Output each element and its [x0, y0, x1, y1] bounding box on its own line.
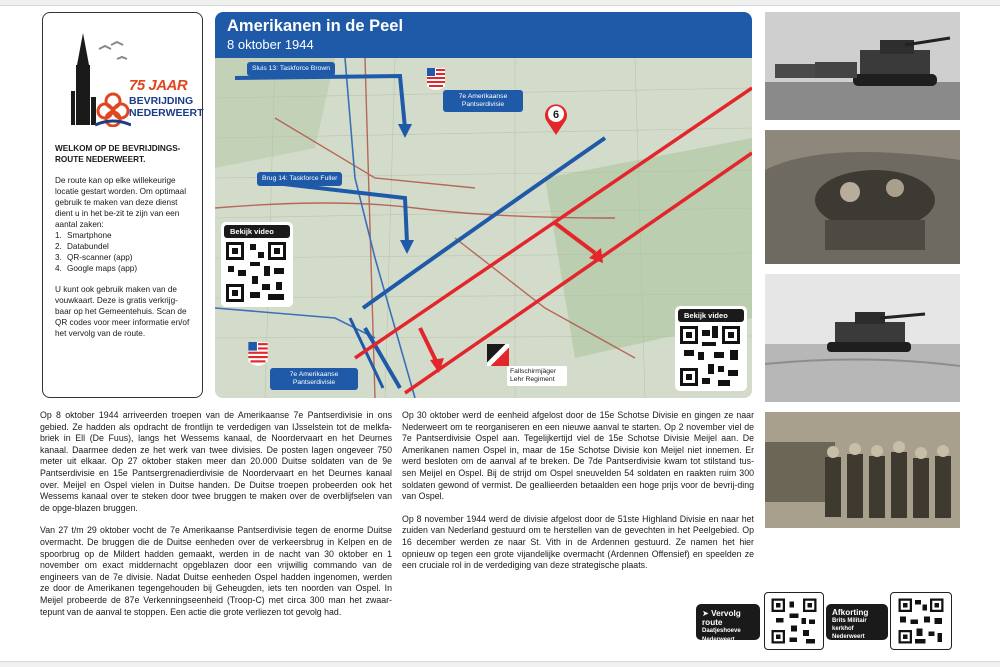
us-flag-icon — [248, 342, 268, 370]
paragraph: Op 8 november 1944 werd de divisie afgelost door de 51ste Highland Divisie en naar het zuiden van Nederland gestuurd om te herstellen van de gevechten in het Peelgebied. Op 16 december werden ze naar St. Vith in de Ardennen gestuurd. Ze namen het hier opnieuw op tegen een grote vijandelijke overmacht (Ardennen Offensief) en speelden ze een cruciale rol in de verdediging van deze strategische plaats. — [402, 513, 754, 571]
map-panel — [215, 12, 752, 398]
paragraph: Op 30 oktober werd de eenheid afgelost door de 15e Schotse Divisie en gingen ze naar Nederweert om te reorganiseren en een nieuwe aanval te starten. Op 2 november viel de 7e Pantserdivisie Ospel aan. Tegelijkertijd viel de 15e Schotse Divisie Meijel aan. De Amerikanen namen Ospel in, maar de 15e Schotse Divisie kon Meijel niet innemen. Er werd besloten om de aanval af te breken. De 7de Pantserdivisie kwam tot stilstand tus-sen Meijel en Ospel. Bij de strijd om Ospel sneuvelden 54 soldaten en raakten ruim 300 soldaten gewond of vermist. De geallieerden betaalden een hoge prijs voor de bevrij-ding van Ospel. — [402, 410, 754, 502]
qr-code-icon[interactable] — [895, 597, 947, 645]
photo-tank-field — [765, 274, 960, 402]
list-item: 4. Google maps (app) — [55, 264, 138, 273]
afkorting-link[interactable] — [826, 604, 888, 640]
video-label: Bekijk video — [224, 225, 290, 238]
paragraph: Van 27 t/m 29 oktober vocht de 7e Amerikaanse Pantserdivisie tegen de enorme Duitse overmacht. De bruggen die de Duitse eenheden over de verkeersbrug in Kelpen en de spoorbrug op de Mildert hadden gemaakt, werden in de nacht van 30 oktober en 1 november om exact middernacht opgeblazen door een vrijwillig commando van de engineers van de 7e divisie. Nadat Duitse eenheden Ospel hadden ingenomen, werden ze door de Amerikanen tegengehouden bij Geheugden, iets ten noorden van Ospel. In Meijel probeerde de 87e Verkenningseenheid (Troop-C) met circa 300 man het zwaar-tepunt van de aanval te stoppen. Een actie die grote verliezen tot gevolg had. — [40, 525, 392, 617]
afkorting-sub2: Nederweert — [832, 634, 865, 640]
afkorting-sub1: Brits Militair kerkhof — [832, 618, 867, 632]
list-item: 3. QR-scanner (app) — [55, 253, 133, 262]
photo-soldiers-foxhole — [765, 130, 960, 264]
tag-brug: Brug 14: Taskforce Fuller — [257, 172, 342, 186]
map-subtitle: 8 oktober 1944 — [227, 37, 314, 52]
photo-group-soldiers — [765, 412, 960, 528]
vervolg-route-link[interactable] — [696, 604, 760, 643]
list-item: 1. Smartphone — [55, 231, 112, 240]
bottom-frame — [0, 661, 1000, 667]
top-frame — [0, 0, 1000, 6]
german-flag-icon — [487, 344, 509, 366]
vervolg-sub1: Daatjeshoeve — [702, 628, 741, 634]
video-qr-box-right[interactable] — [675, 306, 747, 391]
list-item: 2. Databundel — [55, 242, 109, 251]
us-flag-icon — [427, 68, 445, 94]
tag-lehr: Fallschirmjäger Lehr Regiment — [507, 366, 567, 386]
afkorting-label: Afkorting — [832, 608, 869, 617]
map-title: Amerikanen in de Peel — [227, 17, 404, 35]
paragraph: Op 8 oktober 1944 arriveerden troepen van de Amerikaanse 7e Pantserdivisie in ons gebied. Ze hadden als opdracht de frontlijn te verdedigen van IJsselstein tot de melkfa-briek in Ell (De Fuus), langs het Wessems kanaal, de Noordervaart en het Deurnes kanaal. Daarmee deden ze het werk van twee divisies. De posten lagen ongeveer 750 meter uit elkaar. Op 27 oktober staken meer dan 20.000 Duitse soldaten van de 9e Pantserdivisie en 15e Pantsergrenadierdivisie de Noordervaart en het Deurnes kanaal over. Meijel en Ospel vielen in Duitse handen. De Duitse troepen probeerden ook het Wessems kanaal over te steken door twee bruggen te maken over de overblijfselen van de opge-blazen bruggen. — [40, 410, 392, 513]
vervolg-qr-box[interactable] — [764, 592, 824, 650]
qr-code-icon[interactable] — [769, 597, 819, 645]
text-column-2 — [402, 410, 754, 572]
vervolg-label: Vervolg route — [702, 609, 741, 627]
info-card — [42, 12, 203, 398]
logo-line-3: NEDERWEERT — [129, 107, 204, 119]
navigation-arrow-icon: ➤ — [702, 609, 709, 618]
location-marker-icon — [543, 102, 569, 136]
video-qr-box-left[interactable] — [221, 222, 293, 307]
qr-code-icon[interactable] — [678, 324, 742, 388]
vervolg-sub2: Nederweert — [702, 636, 735, 643]
photo-tanks-convoy — [765, 12, 960, 120]
afkorting-qr-box[interactable] — [890, 592, 952, 650]
text-column-1 — [40, 410, 392, 618]
svg-text:6: 6 — [552, 109, 560, 121]
requirements-list — [55, 230, 190, 274]
info-paragraph-1: De route kan op elke willekeurige locatie gestart worden. Om optimaal gebruik te maken van deze dienst dient u in het be-zit te zijn van een aantal zaken: — [55, 176, 187, 229]
video-label: Bekijk video — [678, 309, 744, 322]
info-heading: WELKOM OP DE BEVRIJDINGS-ROUTE NEDERWEERT. — [55, 144, 181, 164]
bevrijding-logo — [55, 21, 204, 133]
tag-sluis: Sluis 13: Taskforce Brown — [247, 62, 335, 76]
map-header — [215, 12, 752, 58]
info-paragraph-2: U kunt ook gebruik maken van de vouwkaart. Deze is gratis verkrijg-baar op het Gemeentehuis. Scan de QR codes voor meer informatie en/of het vervolg van de route. — [55, 285, 190, 338]
flower-emblem-icon — [95, 91, 131, 127]
tag-pantser-top: 7e Amerikaanse Pantserdivisie — [443, 90, 523, 112]
qr-code-icon[interactable] — [224, 240, 288, 304]
tag-pantser-bottom: 7e Amerikaanse Pantserdivisie — [270, 368, 358, 390]
logo-line-2: BEVRIJDING — [129, 95, 194, 107]
logo-year: 75 JAAR — [129, 77, 188, 94]
